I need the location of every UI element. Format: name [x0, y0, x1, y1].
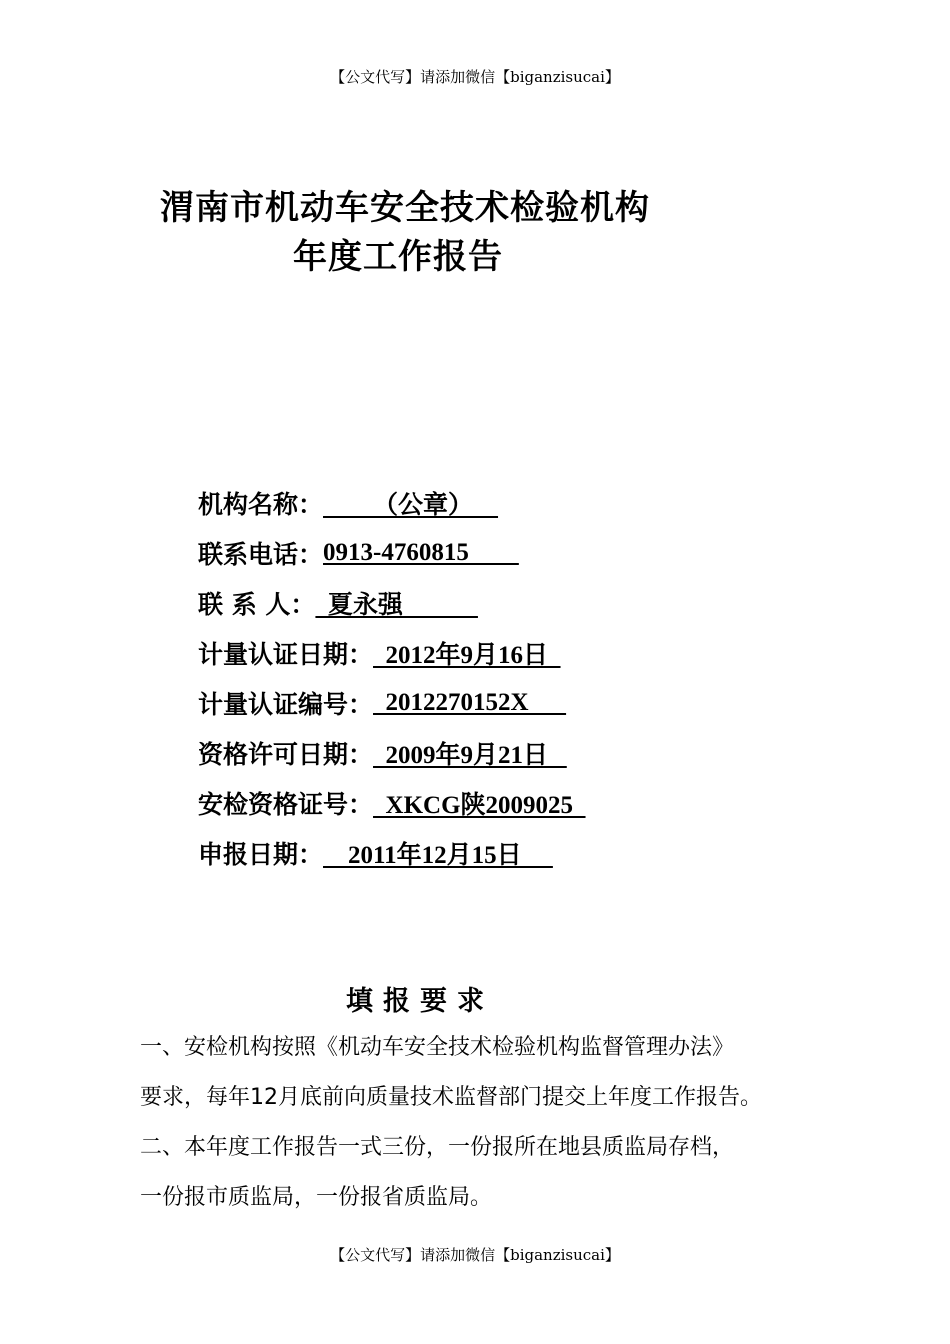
field-value: 0913-4760815: [323, 539, 519, 566]
requirements-line: 一、安检机构按照《机动车安全技术检验机构监督管理办法》: [140, 1035, 735, 1060]
field-metrology-cert-date: [198, 628, 586, 678]
report-title-line-2: 年度工作报告: [293, 237, 503, 277]
field-value: 夏永强: [315, 592, 478, 619]
field-org-name: [198, 478, 586, 528]
field-contact-person: [198, 578, 586, 628]
field-value: XKCG陕2009025: [373, 792, 586, 819]
report-title-line-1: 渭南市机动车安全技术检验机构: [160, 188, 650, 228]
field-label: 安检资格证号：: [198, 790, 374, 819]
field-label: 联系电话：: [198, 540, 324, 569]
info-fields: [198, 478, 586, 878]
field-phone: [198, 528, 586, 578]
requirements-line: 一份报市质监局，一份报省质监局。: [140, 1185, 493, 1210]
field-metrology-cert-number: [198, 678, 586, 728]
field-license-date: [198, 728, 586, 778]
field-label: 联 系 人：: [198, 590, 316, 619]
field-value: 2011年12月15日: [323, 842, 553, 869]
field-label: 申报日期：: [198, 840, 324, 869]
field-value: （公章）: [323, 492, 499, 519]
requirements-line: 要求，每年12月底前向质量技术监督部门提交上年度工作报告。: [140, 1085, 762, 1110]
requirements-line: 二、本年度工作报告一式三份，一份报所在地县质监局存档，: [140, 1135, 735, 1160]
field-label: 机构名称：: [198, 490, 324, 519]
field-value: 2009年9月21日: [373, 742, 567, 769]
field-value: 2012年9月16日: [373, 642, 561, 669]
field-label: 计量认证日期：: [198, 640, 374, 669]
field-submission-date: [198, 828, 586, 878]
field-inspection-cert-number: [198, 778, 586, 828]
requirements-heading: 填报要求: [346, 986, 494, 1017]
field-label: 计量认证编号：: [198, 690, 374, 719]
footer-watermark-note: 【公文代写】请添加微信【biganzisucai】: [330, 1246, 620, 1264]
header-watermark-note: 【公文代写】请添加微信【biganzisucai】: [330, 68, 620, 86]
field-label: 资格许可日期：: [198, 740, 374, 769]
field-value: 2012270152X: [373, 689, 567, 716]
requirements-body: [140, 1023, 830, 1223]
